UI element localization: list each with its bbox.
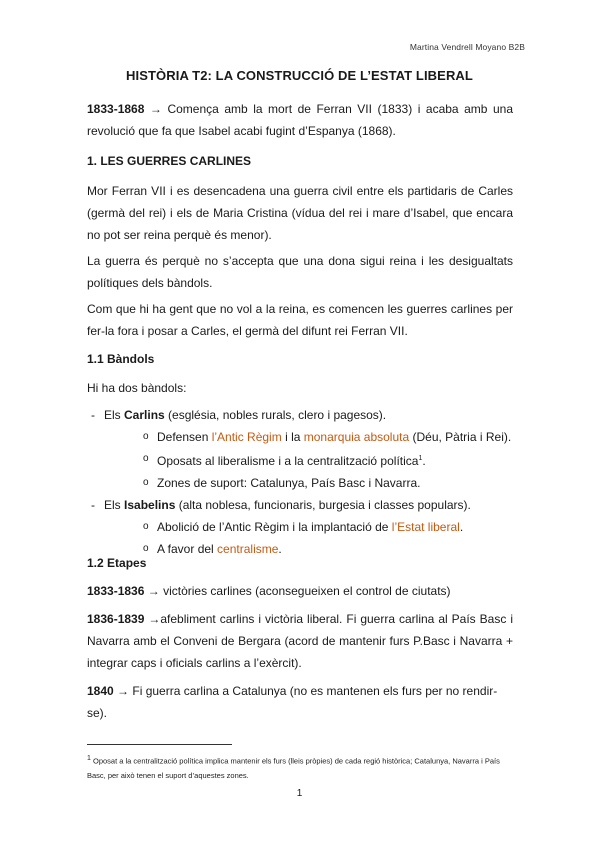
footnote-text: Oposat a la centralització política implica mantenir els furs (lleis pròpies) de cada regió històrica; Catalunya, Navarra i País Basc, per això tenen el suport d’aquestes zones. xyxy=(87,756,500,780)
page-header-author: Martina Vendrell Moyano B2B xyxy=(409,42,525,52)
circle-bullet-icon: o xyxy=(143,453,149,464)
subitem-text: . xyxy=(422,454,426,468)
isabelins-desc: (alta noblesa, funcionaris, burgesia i classes populars). xyxy=(175,498,471,512)
subitem-text: (Déu, Pàtria i Rei). xyxy=(409,430,512,444)
etapa-years: 1840 xyxy=(87,684,114,698)
bandols-intro: Hi ha dos bàndols: xyxy=(87,381,187,395)
intro-paragraph xyxy=(87,98,513,142)
etapa-2 xyxy=(87,608,513,674)
list-subitem xyxy=(87,516,517,538)
isabelins-prefix: Els xyxy=(104,498,125,512)
etapa-years: 1833-1836 xyxy=(87,584,145,598)
circle-bullet-icon: o xyxy=(143,477,149,488)
footnote-reference[interactable]: 1 xyxy=(418,455,423,462)
subitem-text: Oposats al liberalisme i a la centralització política xyxy=(157,454,419,468)
paragraph-3: Com que hi ha gent que no vol a la reina, es comencen les guerres carlines per fer-la fora i posar a Carles, el germà del difunt rei Ferran VII. xyxy=(87,302,513,338)
highlight-estat-liberal: l’Estat liberal xyxy=(391,520,460,534)
arrow-icon: → xyxy=(149,102,162,116)
intro-text: Comença amb la mort de Ferran VII (1833) i acaba amb una revolució que fa que Isabel acabi fugint d’Espanya (1868). xyxy=(87,102,513,138)
list-item-carlins xyxy=(87,404,517,426)
dash-bullet-icon: - xyxy=(91,498,95,512)
subitem-text: Zones de suport: Catalunya, País Basc i Navarra. xyxy=(157,476,421,490)
carlins-prefix: Els xyxy=(104,408,125,422)
arrow-icon: → xyxy=(148,612,161,626)
circle-bullet-icon: o xyxy=(143,431,149,442)
subitem-text: Defensen xyxy=(157,430,212,444)
carlins-desc: (església, nobles rurals, clero i pagesos). xyxy=(164,408,387,422)
list-subitem xyxy=(87,448,517,472)
subitem-text: . xyxy=(278,542,282,556)
subheading-bandols: 1.1 Bàndols xyxy=(87,352,155,366)
subitem-text: A favor del xyxy=(157,542,218,556)
section-heading-guerres-carlines: 1. LES GUERRES CARLINES xyxy=(87,154,252,168)
highlight-antic-regim: l’Antic Règim xyxy=(211,430,282,444)
footnote-divider xyxy=(87,744,232,745)
etapa-1 xyxy=(87,580,513,602)
etapa-3 xyxy=(87,680,513,724)
subitem-text: . xyxy=(459,520,464,534)
paragraph-1: Mor Ferran VII i es desencadena una guerra civil entre els partidaris de Carles (germà del rei) i els de Maria Cristina (vídua del rei i mare d’Isabel, que encara no pot ser reina perquè és menor). xyxy=(87,184,513,242)
subheading-etapes: 1.2 Etapes xyxy=(87,556,147,570)
bandols-list xyxy=(87,404,517,560)
etapa-text: afebliment carlins i victòria liberal. Fi guerra carlina al País Basc i Navarra amb el Conveni de Bergara (acord de mantenir furs P.Basc i Navarra + integrar caps i oficials carlins a l’exèrcit). xyxy=(87,612,513,670)
subitem-text: Abolició de l’Antic Règim i la implantació de xyxy=(157,520,392,534)
dash-bullet-icon: - xyxy=(91,408,95,422)
etapa-years: 1836-1839 xyxy=(87,612,145,626)
highlight-centralisme: centralisme xyxy=(217,542,279,556)
circle-bullet-icon: o xyxy=(143,521,149,532)
list-subitem xyxy=(87,472,517,494)
etapa-text: Fi guerra carlina a Catalunya (no es mantenen els furs per no rendir-se). xyxy=(87,684,498,720)
carlins-name: Carlins xyxy=(124,408,165,422)
etapa-text: victòries carlines (aconsegueixen el control de ciutats) xyxy=(159,584,451,598)
arrow-icon: → xyxy=(147,584,160,598)
arrow-icon: → xyxy=(117,684,130,698)
subitem-text: i la xyxy=(281,430,304,444)
intro-years: 1833-1868 xyxy=(87,102,145,116)
list-subitem xyxy=(87,426,517,448)
footnote-mark: 1 xyxy=(87,755,91,762)
paragraph-2: La guerra és perquè no s’accepta que una dona sigui reina i les desigualtats polítiques dels bàndols. xyxy=(87,254,513,290)
list-item-isabelins xyxy=(87,494,517,516)
page-number: 1 xyxy=(296,788,303,799)
highlight-monarquia-absoluta: monarquia absoluta xyxy=(303,430,410,444)
page-title: HISTÒRIA T2: LA CONSTRUCCIÓ DE L’ESTAT LIBERAL xyxy=(126,68,473,83)
circle-bullet-icon: o xyxy=(143,543,149,554)
footnote xyxy=(87,752,517,783)
isabelins-name: Isabelins xyxy=(124,498,176,512)
